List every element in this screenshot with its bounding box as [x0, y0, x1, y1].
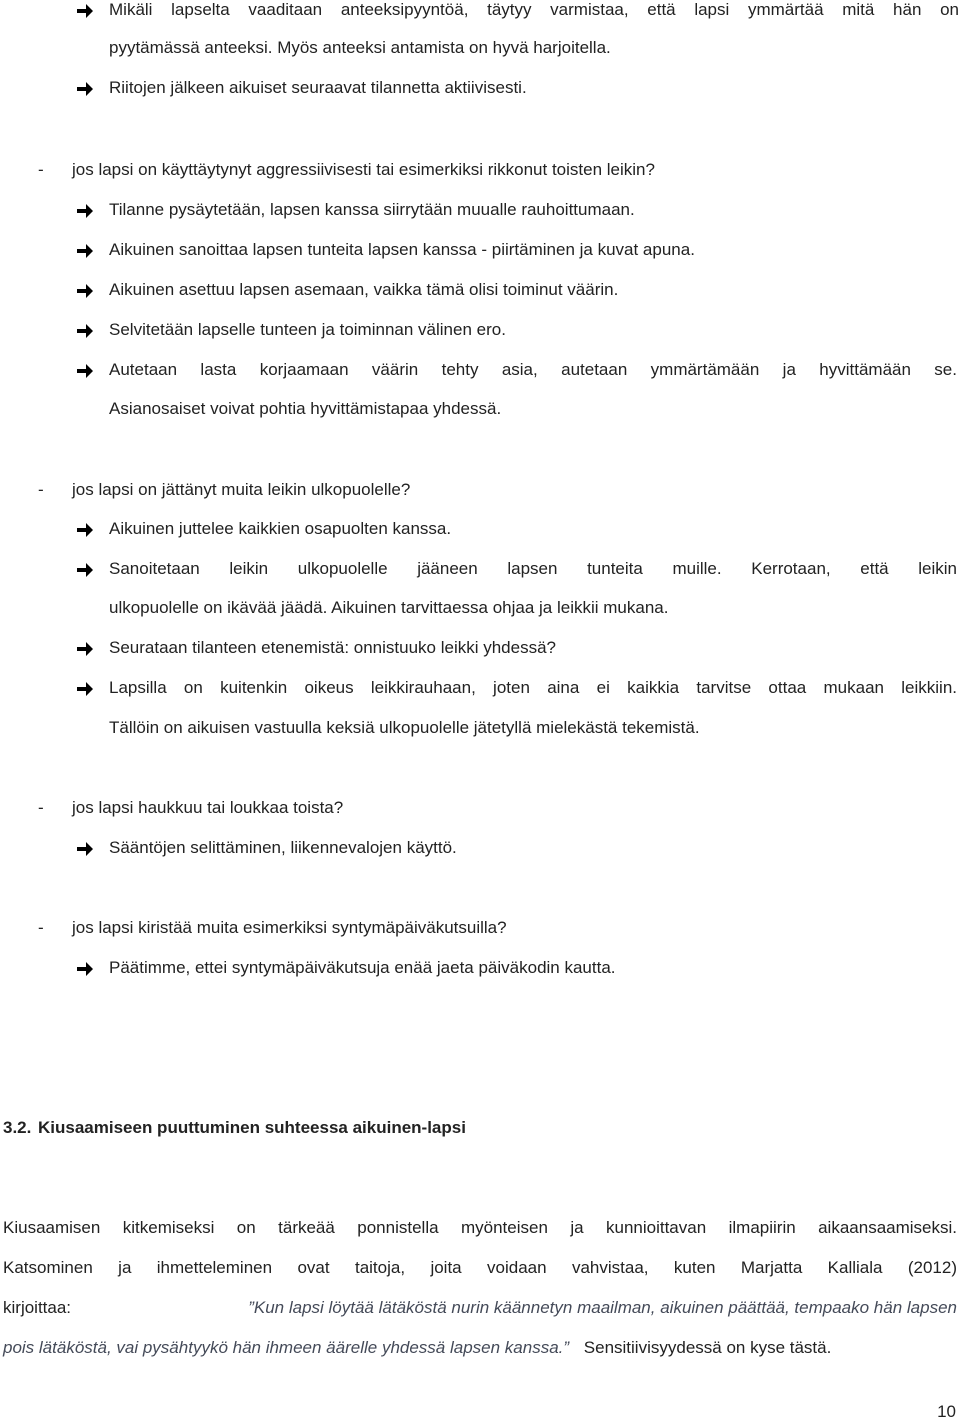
answer-text: Tällöin on aikuisen vastuulla keksiä ulkopuolelle jätetyllä mielekästä tekemistä. [109, 718, 700, 737]
answer-text: Autetaan lasta korjaamaan väärin tehty asia, autetaan ymmärtämään ja hyvittämään se. [109, 360, 957, 379]
right-arrow-icon [76, 363, 94, 379]
right-arrow-icon [76, 681, 94, 697]
answer-text: ulkopuolelle on ikävää jäädä. Aikuinen tarvittaessa ohjaa ja leikkii mukana. [109, 598, 669, 617]
answer-text: Aikuinen asettuu lapsen asemaan, vaikka tämä olisi toiminut väärin. [109, 280, 619, 299]
paragraph-line [3, 1298, 957, 1318]
dash-marker: - [38, 918, 44, 937]
right-arrow-icon [76, 81, 94, 97]
answer-text: Sääntöjen selittäminen, liikennevalojen käyttö. [109, 838, 457, 857]
right-arrow-icon [76, 203, 94, 219]
right-arrow-icon [76, 283, 94, 299]
question-text: jos lapsi on käyttäytynyt aggressiivisesti tai esimerkiksi rikkonut toisten leikin? [72, 160, 655, 179]
question-text: jos lapsi haukkuu tai loukkaa toista? [72, 798, 344, 817]
answer-text: Aikuinen juttelee kaikkien osapuolten kanssa. [109, 519, 452, 538]
right-arrow-icon [76, 961, 94, 977]
answer-text: Tilanne pysäytetään, lapsen kanssa siirrytään muualle rauhoittumaan. [109, 200, 635, 219]
quote-text: ”Kun lapsi löytää lätäköstä nurin käännetyn maailman, aikuinen päättää, tempaako hän lapsen [248, 1298, 957, 1317]
right-arrow-icon [76, 841, 94, 857]
paragraph-text: kirjoittaa: [3, 1298, 72, 1317]
answer-text: Asianosaiset voivat pohtia hyvittämistapaa yhdessä. [109, 399, 502, 418]
section-number: 3.2. [3, 1118, 32, 1137]
answer-text: Sanoitetaan leikin ulkopuolelle jääneen lapsen tunteita muille. Kerrotaan, että leikin [109, 559, 957, 578]
bullet-text: Mikäli lapselta vaaditaan anteeksipyyntöä, täytyy varmistaa, että lapsi ymmärtää mitä hän on [109, 0, 959, 19]
right-arrow-icon [76, 323, 94, 339]
bullet-text: pyytämässä anteeksi. Myös anteeksi antamista on hyvä harjoitella. [109, 38, 611, 57]
quote-text: pois lätäköstä, vai pysähtyykö hän ihmeen äärelle yhdessä lapsen kanssa.” [3, 1338, 570, 1357]
right-arrow-icon [76, 243, 94, 259]
answer-text: Lapsilla on kuitenkin oikeus leikkirauhaan, joten aina ei kaikkia tarvitse ottaa mukaan leikkiin. [109, 678, 957, 697]
paragraph-text: Sensitiivisyydessä on kyse tästä. [583, 1338, 832, 1357]
page-number: 10 [937, 1402, 956, 1421]
dash-marker: - [38, 480, 44, 499]
right-arrow-icon [76, 641, 94, 657]
paragraph-line: Kiusaamisen kitkemiseksi on tärkeää ponnistella myönteisen ja kunnioittavan ilmapiirin aikaansaamiseksi. [3, 1218, 957, 1237]
bullet-text: Riitojen jälkeen aikuiset seuraavat tilannetta aktiivisesti. [109, 78, 527, 97]
answer-text: Aikuinen sanoittaa lapsen tunteita lapsen kanssa - piirtäminen ja kuvat apuna. [109, 240, 695, 259]
question-text: jos lapsi on jättänyt muita leikin ulkopuolelle? [72, 480, 411, 499]
question-text: jos lapsi kiristää muita esimerkiksi syntymäpäiväkutsuilla? [72, 918, 507, 937]
right-arrow-icon [76, 3, 94, 19]
dash-marker: - [38, 160, 44, 179]
answer-text: Päätimme, ettei syntymäpäiväkutsuja enää jaeta päiväkodin kautta. [109, 958, 616, 977]
dash-marker: - [38, 798, 44, 817]
right-arrow-icon [76, 522, 94, 538]
paragraph-line [3, 1338, 831, 1358]
right-arrow-icon [76, 562, 94, 578]
answer-text: Selvitetään lapselle tunteen ja toiminnan välinen ero. [109, 320, 506, 339]
paragraph-line: Katsominen ja ihmetteleminen ovat taitoja, joita voidaan vahvistaa, kuten Marjatta Kalliala (2012) [3, 1258, 957, 1277]
section-title: Kiusaamiseen puuttuminen suhteessa aikuinen-lapsi [38, 1118, 466, 1137]
answer-text: Seurataan tilanteen etenemistä: onnistuuko leikki yhdessä? [109, 638, 557, 657]
